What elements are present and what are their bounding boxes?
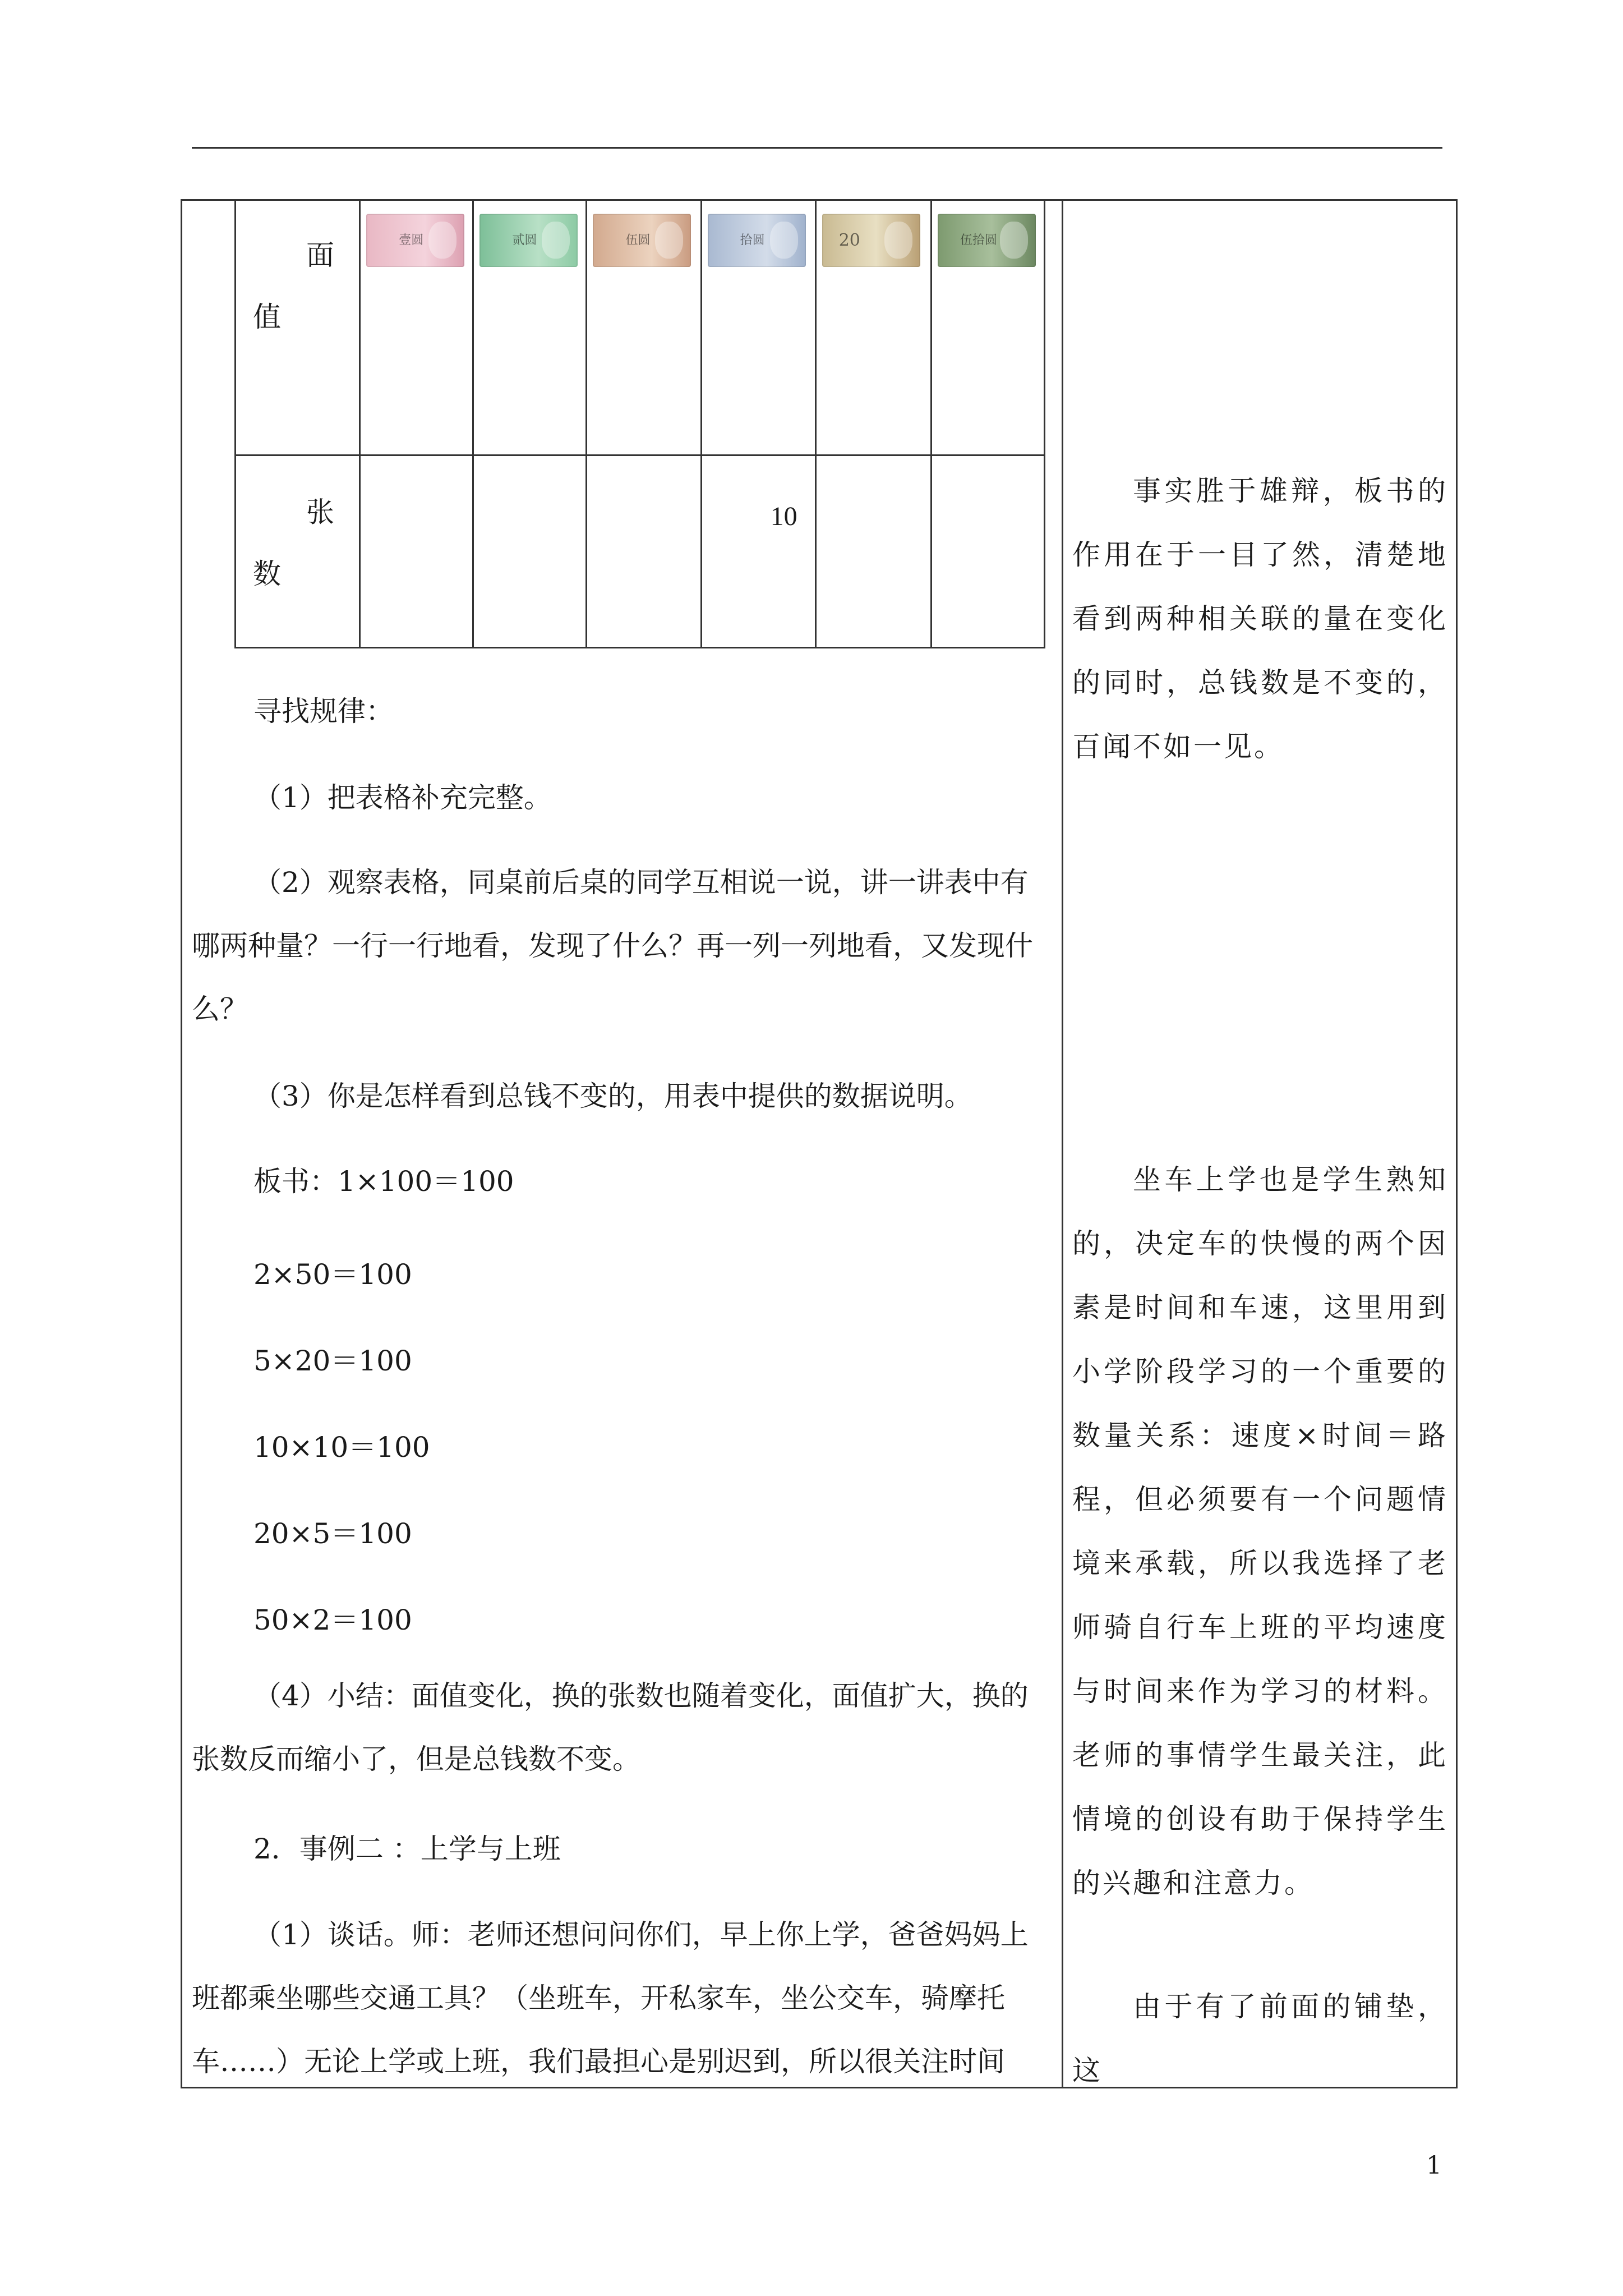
summary: （4）小结：面值变化，换的张数也随着变化，面值扩大，换的张数反而缩小了，但是总钱数不变。 [192,1680,1029,1775]
equation: 2×50＝100 [253,1258,412,1291]
banknote-table [234,199,1045,648]
equation: 5×20＝100 [253,1345,412,1377]
header-char-1: 面 [306,239,334,272]
count-char-2: 数 [253,558,281,590]
equation: 10×10＝100 [253,1431,430,1464]
example-two-heading: 2．事例二 ：上学与上班 [253,1833,561,1865]
header-char-2: 值 [253,301,281,333]
banknote-20-yuan-icon: 20 [822,214,920,267]
page-number: 1 [1426,2151,1442,2180]
banknote-1-yuan-icon: 壹圆 [366,214,464,267]
count-cell [815,455,931,648]
banknote-10-yuan-icon: 拾圆 [708,214,806,267]
comment-board-writing: 事实胜于雄辩，板书的作用在于一目了然，清楚地看到两种相关联的量在变化的同时，总钱数是不变的，百闻不如一见。 [1072,475,1448,763]
banknote-cell [701,199,815,455]
count-row [236,455,1045,648]
comment-commute: 坐车上学也是学生熟知的，决定车的快慢的两个因素是时间和车速，这里用到小学阶段学习的一个重要的数量关系：速度×时间＝路程，但必须要有一个问题情境来承载，所以我选择了老师骑自行车上班的平均速度与时间来作为学习的材料。老师的事情学生最关注，此情境的创设有助于保持学生的兴趣和注意力。 [1072,1163,1448,1899]
talk-paragraph: （1）谈话。师：老师还想问问你们，早上你上学，爸爸妈妈上班都乘坐哪些交通工具？（坐班车，开私家车，坐公交车，骑摩托车……）无论上学或上班，我们最担心是别迟到，所以很关注时间 [192,1918,1029,2078]
banknote-5-yuan-icon: 伍圆 [593,214,691,267]
step-2: （2）观察表格，同桌前后桌的同学互相说一说，讲一讲表中有哪两种量？一行一行地看，发现了什么？再一列一列地看，又发现什么？ [192,866,1033,1025]
rule-title: 寻找规律： [253,695,394,728]
count-cell [473,455,587,648]
count-cell [360,455,473,648]
equation: 50×2＝100 [253,1604,412,1636]
step-1: （1）把表格补充完整。 [253,781,552,814]
header-rule [192,147,1442,149]
banknote-2-yuan-icon: 贰圆 [479,214,578,267]
step-3: （3）你是怎样看到总钱不变的，用表中提供的数据说明。 [253,1080,972,1112]
board-writing: 板书：1×100＝100 [253,1165,514,1198]
count-char-1: 张 [306,496,334,528]
count-cell [587,455,701,648]
count-cell [931,455,1044,648]
banknote-cell [587,199,701,455]
count-header [236,455,360,648]
banknote-cell [815,199,931,455]
banknote-cell [473,199,587,455]
equation: 20×5＝100 [253,1517,412,1550]
banknote-cell [931,199,1044,455]
banknote-50-yuan-icon: 伍拾圆 [938,214,1036,267]
comment-continued: 由于有了前面的铺垫，这 [1072,1990,1448,2087]
count-cell: 10 [701,455,815,648]
column-divider [1062,199,1063,2088]
banknote-cell [360,199,473,455]
face-value-row [236,199,1045,455]
face-value-header [236,199,360,455]
